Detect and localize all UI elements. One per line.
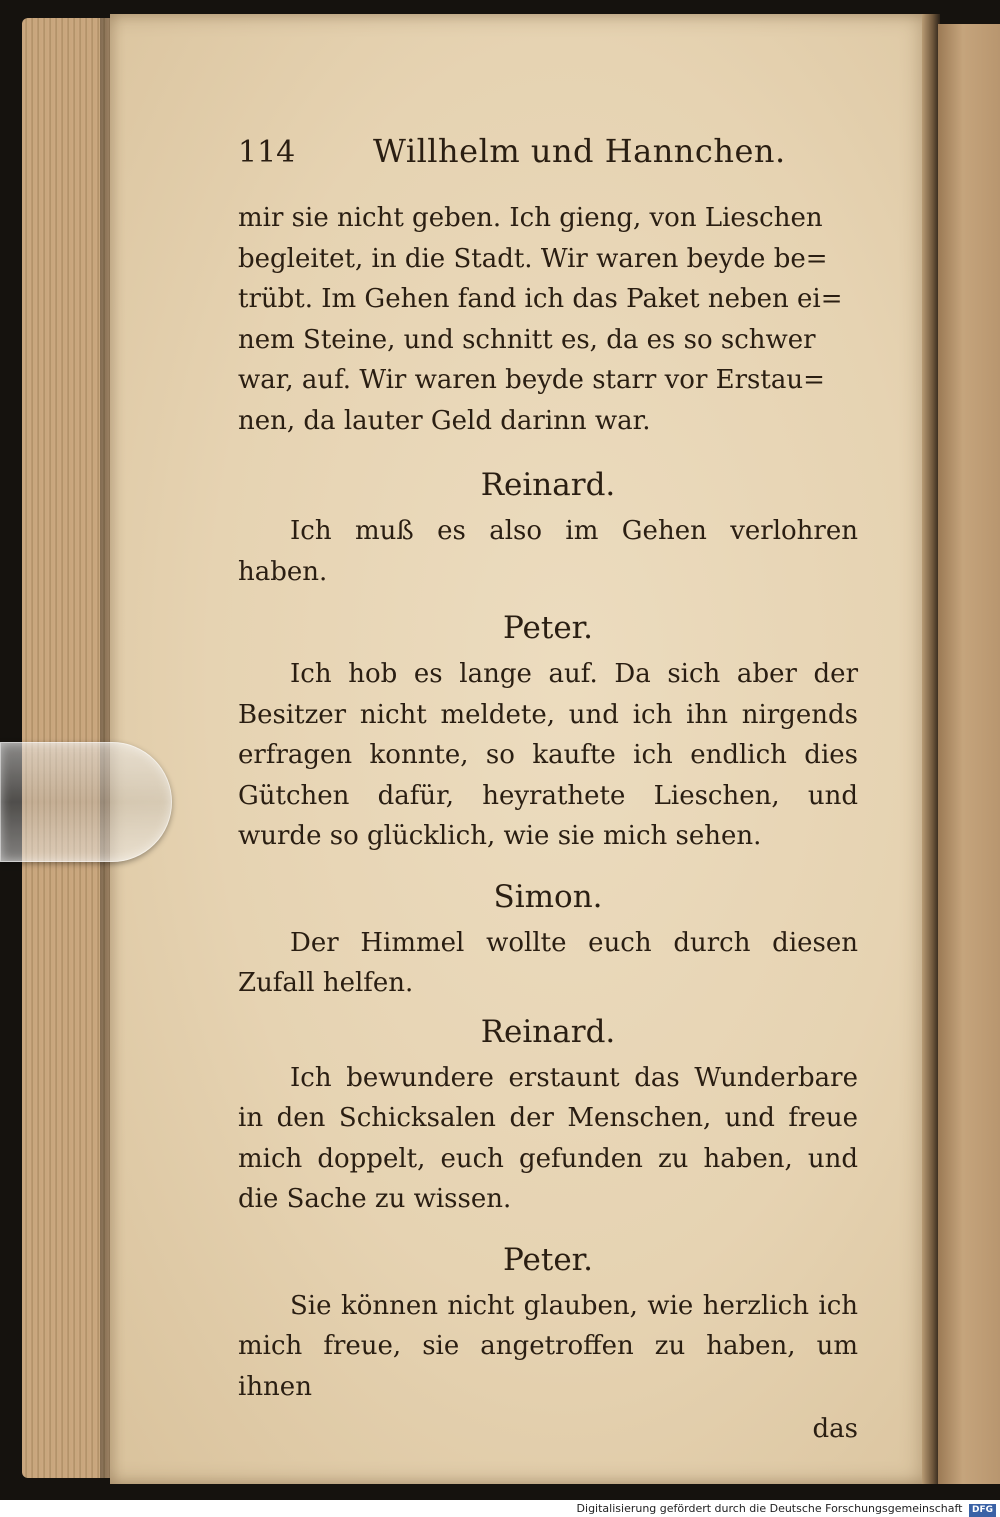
speaker-name: Peter.: [503, 1241, 593, 1278]
text-line: mir sie nicht geben. Ich gieng, von Lieschen: [238, 203, 823, 233]
text-line: trübt. Im Gehen fand ich das Paket neben ei=: [238, 284, 843, 314]
footer-credit: Digitalisierung gefördert durch die Deutsche Forschungsgemeinschaft: [576, 1502, 963, 1515]
footer-bar: [0, 1500, 1000, 1517]
speech-text: Der Himmel wollte euch durch diesen Zufall helfen.: [238, 927, 858, 998]
text-line: nem Steine, und schnitt es, da es so schwer: [238, 324, 816, 355]
opening-paragraph: [238, 198, 858, 441]
page-header: [238, 132, 858, 184]
text-line: war, auf. Wir waren beyde starr vor Erstau=: [238, 365, 825, 395]
speaker-name: Reinard.: [480, 1013, 616, 1050]
dfg-logo: DFG: [969, 1504, 996, 1517]
text-line: begleitet, in die Stadt. Wir waren beyde be=: [238, 243, 828, 274]
running-head: Willhelm und Hannchen.: [373, 132, 786, 170]
catchword: das: [812, 1414, 858, 1444]
page-text: [238, 132, 858, 1449]
page-clip: [0, 742, 172, 862]
page-number: 114: [238, 135, 296, 170]
speech-text: Sie können nicht glauben, wie herzlich ich mich freue, sie angetroffen zu haben, um ihnen: [238, 1290, 858, 1402]
text-line: nen, da lauter Geld darinn war.: [238, 405, 651, 436]
speech-text: Ich hob es lange auf. Da sich aber der Besitzer nicht meldete, und ich ihn nirgends erfragen konnte, so kaufte ich endlich dies Gütchen dafür, heyrathete Lieschen, und wurde so glücklich, wie sie mich sehen.: [238, 659, 858, 851]
speech-text: Ich muß es also im Gehen verlohren haben.: [238, 516, 858, 587]
speaker-name: Reinard.: [480, 467, 616, 503]
speaker-name: Simon.: [493, 878, 603, 915]
facing-page-edge: [938, 24, 1000, 1484]
speech-text: Ich bewundere erstaunt das Wunderbare in den Schicksalen der Menschen, und freue mich doppelt, euch gefunden zu haben, und die Sache zu wissen.: [238, 1062, 858, 1214]
speaker-name: Peter.: [503, 610, 593, 646]
